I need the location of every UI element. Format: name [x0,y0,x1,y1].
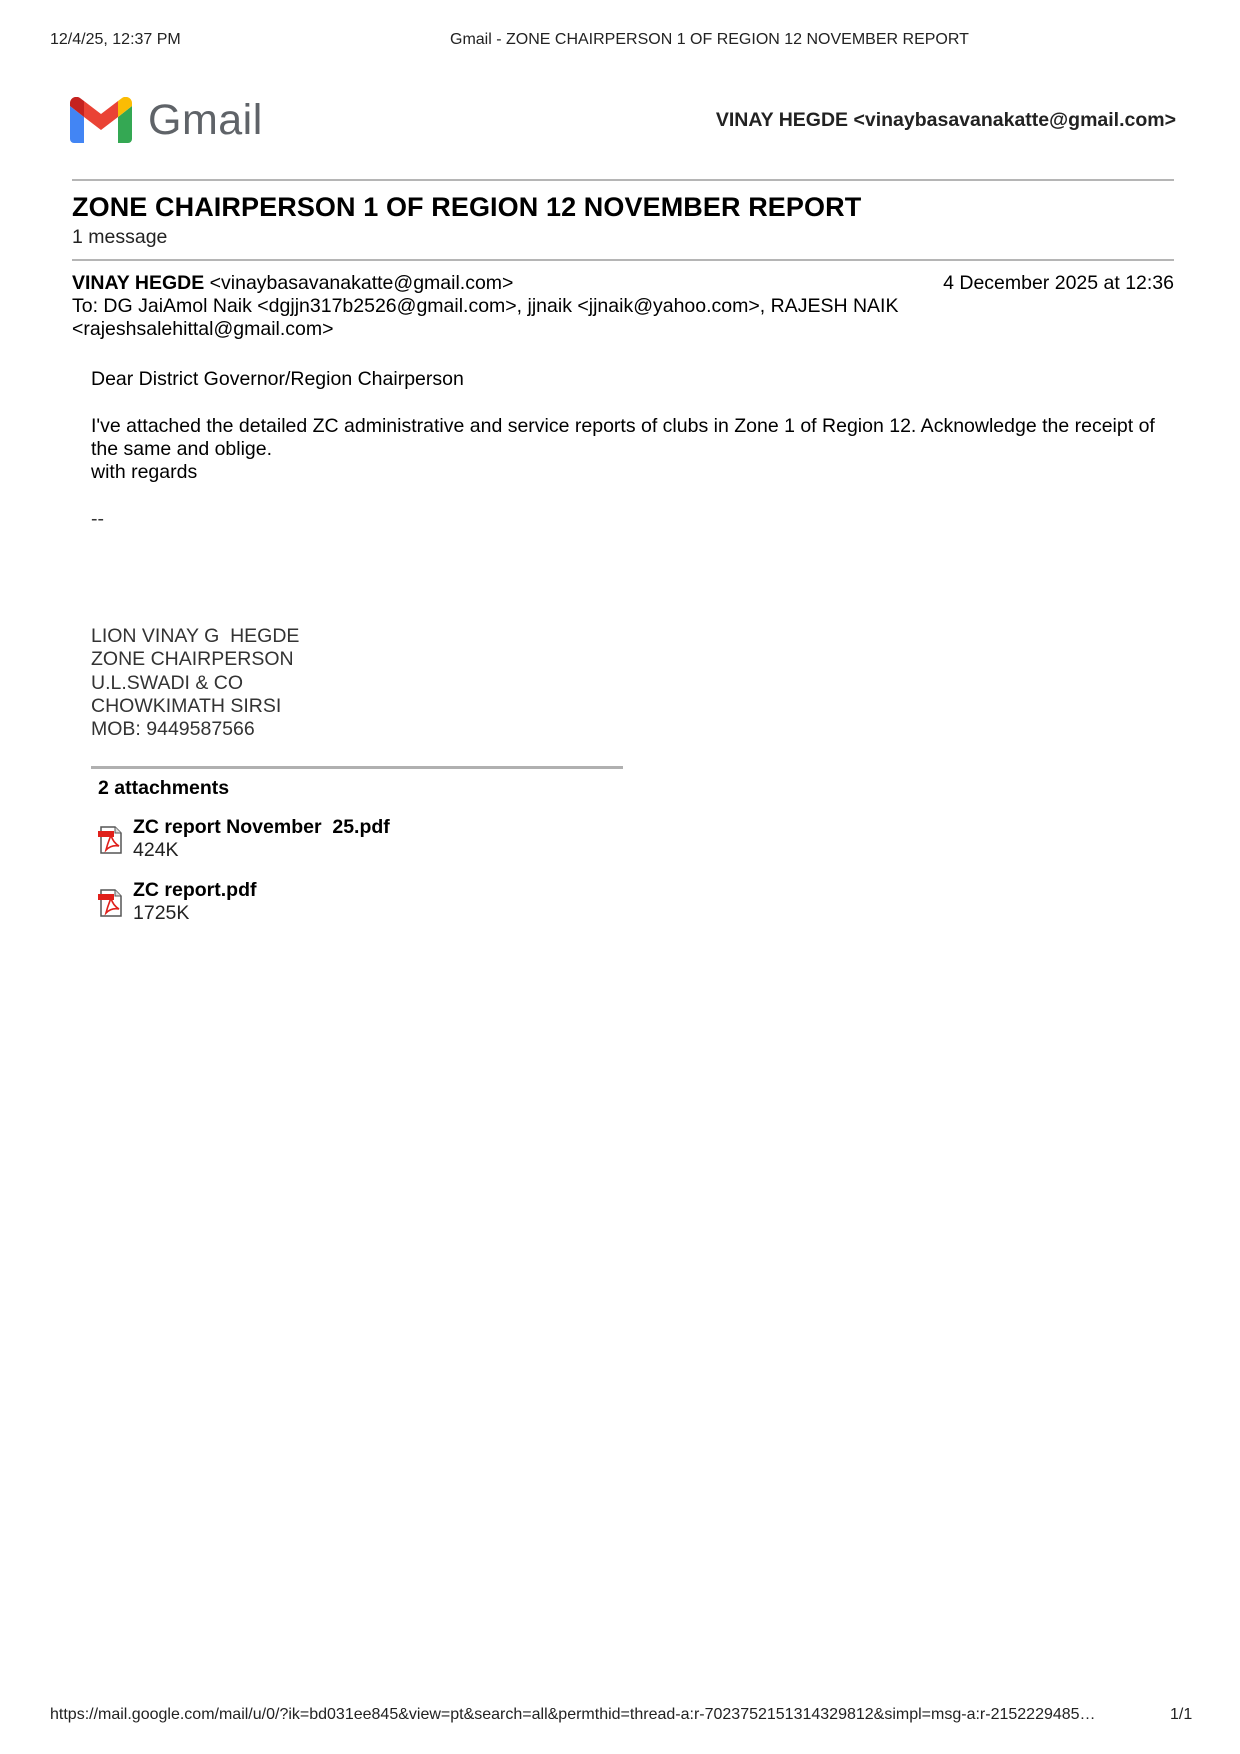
attachment-size: 1725K [133,902,190,924]
signature-line: LION VINAY G HEGDE [91,625,300,647]
message-header [72,272,1174,341]
print-url: https://mail.google.com/mail/u/0/?ik=bd031ee845&view=pt&search=all&permthid=thread-a:r-7023752151314329812&simpl=msg-a:r-2152229485… [50,1706,1096,1723]
message-count: 1 message [72,226,168,248]
attachments-count: 2 attachments [98,777,230,799]
attachment-item[interactable] [98,879,256,925]
signature-separator: -- [91,508,104,530]
message-body [91,368,1171,484]
page-number: 1/1 [1170,1706,1193,1723]
signature-line: ZONE CHAIRPERSON [91,648,294,671]
gmail-wordmark: Gmail [148,95,263,144]
attachment-item[interactable] [98,816,390,862]
recipients-line: To: DG JaiAmol Naik <dgjjn317b2526@gmail.com>, jjnaik <jjnaik@yahoo.com>, RAJESH NAIK <rajeshsalehittal@gmail.com> [72,295,899,340]
signature-line: CHOWKIMATH SIRSI [91,694,282,717]
signature-block [91,625,299,741]
sender-name: VINAY HEGDE [72,272,205,294]
print-header [0,31,1240,51]
attachment-name[interactable]: ZC report November 25.pdf [133,816,390,838]
body-paragraph: I've attached the detailed ZC administrative and service reports of clubs in Zone 1 of Region 12. Acknowledge the receipt of the same and oblige. [91,414,1155,460]
print-datetime: 12/4/25, 12:37 PM [50,31,181,48]
signature-line: MOB: 9449587566 [91,718,255,741]
attachment-size: 424K [133,839,179,861]
gmail-m-icon [70,97,132,143]
pdf-icon [98,889,124,917]
print-page-title: Gmail - ZONE CHAIRPERSON 1 OF REGION 12 NOVEMBER REPORT [450,31,969,48]
divider [72,179,1174,181]
attachments-divider [91,766,623,769]
message-date: 4 December 2025 at 12:36 [943,272,1174,294]
attachment-name[interactable]: ZC report.pdf [133,879,257,901]
thread-subject: ZONE CHAIRPERSON 1 OF REGION 12 NOVEMBER REPORT [72,192,862,222]
gmail-logo [70,95,263,145]
account-label: VINAY HEGDE <vinaybasavanakatte@gmail.com> [715,109,1176,131]
signature-line: U.L.SWADI & CO [91,671,244,694]
closing: with regards [91,461,198,484]
pdf-icon [98,826,124,854]
divider [72,259,1174,261]
sender-email[interactable]: <vinaybasavanakatte@gmail.com> [209,272,514,294]
greeting: Dear District Governor/Region Chairperson [91,368,464,390]
